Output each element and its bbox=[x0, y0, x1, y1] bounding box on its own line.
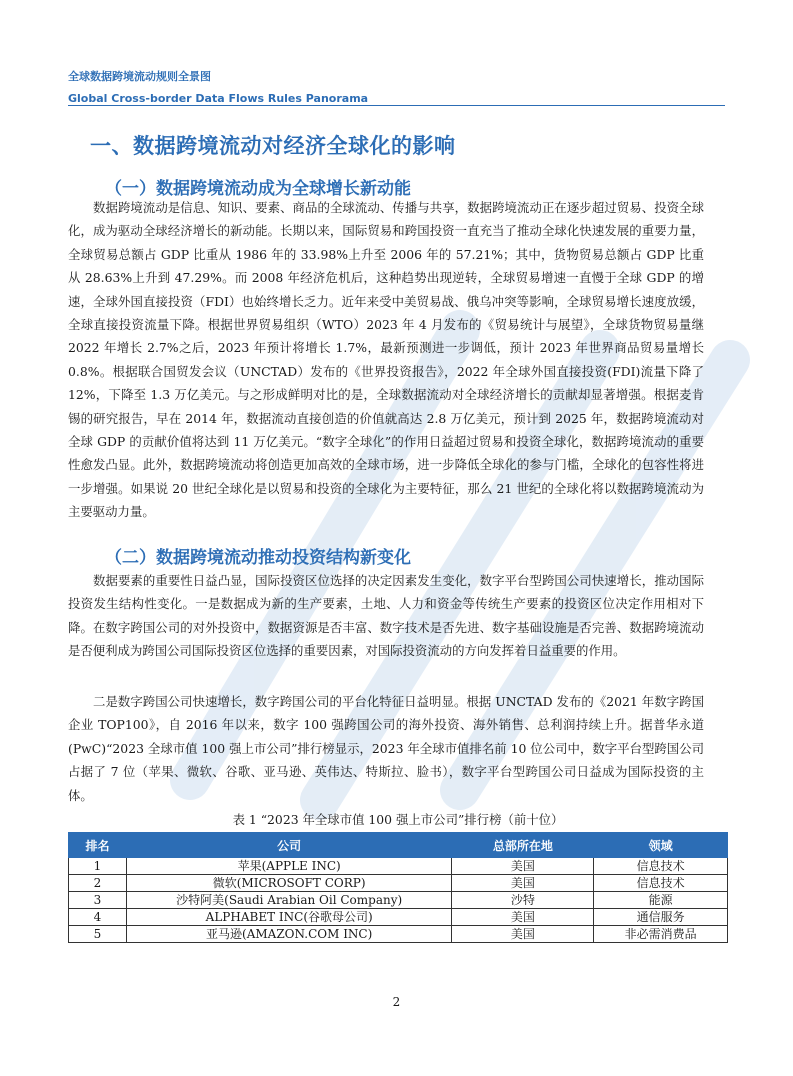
sector-cell: 能源 bbox=[594, 892, 728, 909]
company-cell: ALPHABET INC(谷歌母公司) bbox=[126, 909, 452, 926]
rank-cell: 2 bbox=[69, 875, 127, 892]
col-sector-header: 领域 bbox=[594, 833, 728, 858]
hq-cell: 美国 bbox=[452, 926, 594, 943]
company-cell: 微软(MICROSOFT CORP) bbox=[126, 875, 452, 892]
header-divider bbox=[68, 105, 725, 106]
table-header-row bbox=[69, 833, 728, 858]
running-header bbox=[68, 70, 368, 106]
header-title-cn: 全球数据跨境流动规则全景图 bbox=[68, 70, 211, 83]
paragraph-investment-2: 二是数字跨国公司快速增长，数字跨国公司的平台化特征日益明显。根据 UNCTAD 发布的《2021 年数字跨国企业 TOP100》，自 2016 年以来，数字 100 强跨国公司的海外投资、海外销售、总利润持续上升。据普华永道(PwC)“2023 全球市值 100 强上市公司”排行榜显示，2023 年全球市值排名前 10 位公司中，数字平台型跨国公司占据了 7 位（苹果、微软、谷歌、亚马逊、英伟达、特斯拉、脸书），数字平台型跨国公司日益成为国际投资的主体。 bbox=[68, 694, 704, 803]
section-heading: 一、数据跨境流动对经济全球化的影响 bbox=[90, 134, 456, 158]
col-hq-header: 总部所在地 bbox=[452, 833, 594, 858]
table-row bbox=[69, 926, 728, 943]
col-rank-header: 排名 bbox=[69, 833, 127, 858]
sector-cell: 通信服务 bbox=[594, 909, 728, 926]
company-cell: 苹果(APPLE INC) bbox=[126, 858, 452, 875]
col-company-header: 公司 bbox=[126, 833, 452, 858]
table-row bbox=[69, 875, 728, 892]
sector-cell: 信息技术 bbox=[594, 858, 728, 875]
company-cell: 亚马逊(AMAZON.COM INC) bbox=[126, 926, 452, 943]
hq-cell: 沙特 bbox=[452, 892, 594, 909]
rank-cell: 1 bbox=[69, 858, 127, 875]
hq-cell: 美国 bbox=[452, 858, 594, 875]
rank-cell: 3 bbox=[69, 892, 127, 909]
subsection-heading-1: （一）数据跨境流动成为全球增长新动能 bbox=[105, 179, 411, 199]
table-row bbox=[69, 892, 728, 909]
table-row bbox=[69, 858, 728, 875]
hq-cell: 美国 bbox=[452, 909, 594, 926]
hq-cell: 美国 bbox=[452, 875, 594, 892]
page-number: 2 bbox=[392, 995, 401, 1009]
rank-cell: 4 bbox=[69, 909, 127, 926]
paragraph-investment-1: 数据要素的重要性日益凸显，国际投资区位选择的决定因素发生变化，数字平台型跨国公司快速增长，推动国际投资发生结构性变化。一是数据成为新的生产要素，土地、人力和资金等传统生产要素的投资区位决定作用相对下降。在数字跨国公司的对外投资中，数据资源是否丰富、数字技术是否先进、数字基础设施是否完善、数据跨境流动是否便利成为跨国公司国际投资区位选择的重要因素，对国际投资流动的方向发挥着日益重要的作用。 bbox=[68, 573, 704, 659]
company-cell: 沙特阿美(Saudi Arabian Oil Company) bbox=[126, 892, 452, 909]
table-caption: 表 1 “2023 年全球市值 100 强上市公司”排行榜（前十位） bbox=[232, 812, 564, 827]
sector-cell: 非必需消费品 bbox=[594, 926, 728, 943]
sector-cell: 信息技术 bbox=[594, 875, 728, 892]
table-row bbox=[69, 909, 728, 926]
paragraph-growth: 数据跨境流动是信息、知识、要素、商品的全球流动、传播与共享，数据跨境流动正在逐步超过贸易、投资全球化，成为驱动全球经济增长的新动能。长期以来，国际贸易和跨国投资一直充当了推动全球化快速发展的重要力量，全球贸易总额占 GDP 比重从 1986 年的 33.98%上升至 2006 年的 57.21%；其中，货物贸易总额占 GDP 比重从 28.63%上升到 47.29%。而 2008 年经济危机后，这种趋势出现逆转，全球贸易增速一直慢于全球 GDP 的增速，全球外国直接投资（FDI）也始终增长乏力。近年来受中美贸易战、俄乌冲突等影响，全球贸易增长速度放缓，全球直接投资流量下降。根据世界贸易组织（WTO）2023 年 4 月发布的《贸易统计与展望》，全球货物贸易量继 2022 年增长 2.7%之后，2023 年预计将增长 1.7%，最新预测进一步调低，预计 2023 年世界商品贸易量增长 0.8%。根据联合国贸发会议（UNCTAD）发布的《世界投资报告》，2022 年全球外国直接投资(FDI)流量下降了 12%，下降至 1.3 万亿美元。与之形成鲜明对比的是，全球数据流动对全球经济增长的贡献却显著增强。根据麦肯锡的研究报告，早在 2014 年，数据流动直接创造的价值就高达 2.8 万亿美元，预计到 2025 年，数据跨境流动对全球 GDP 的贡献价值将达到 11 万亿美元。“数字全球化”的作用日益超过贸易和投资全球化，数据跨境流动的重要性愈发凸显。此外，数据跨境流动将创造更加高效的全球市场，进一步降低全球化的参与门槛，全球化的包容性将进一步增强。如果说 20 世纪全球化是以贸易和投资的全球化为主要特征，那么 21 世纪的全球化将以数据跨境流动为主要驱动力量。 bbox=[68, 200, 704, 520]
rank-cell: 5 bbox=[69, 926, 127, 943]
subsection-heading-2: （二）数据跨境流动推动投资结构新变化 bbox=[105, 548, 411, 568]
market-cap-table bbox=[68, 832, 728, 943]
header-title-en: Global Cross-border Data Flows Rules Panorama bbox=[68, 92, 369, 105]
